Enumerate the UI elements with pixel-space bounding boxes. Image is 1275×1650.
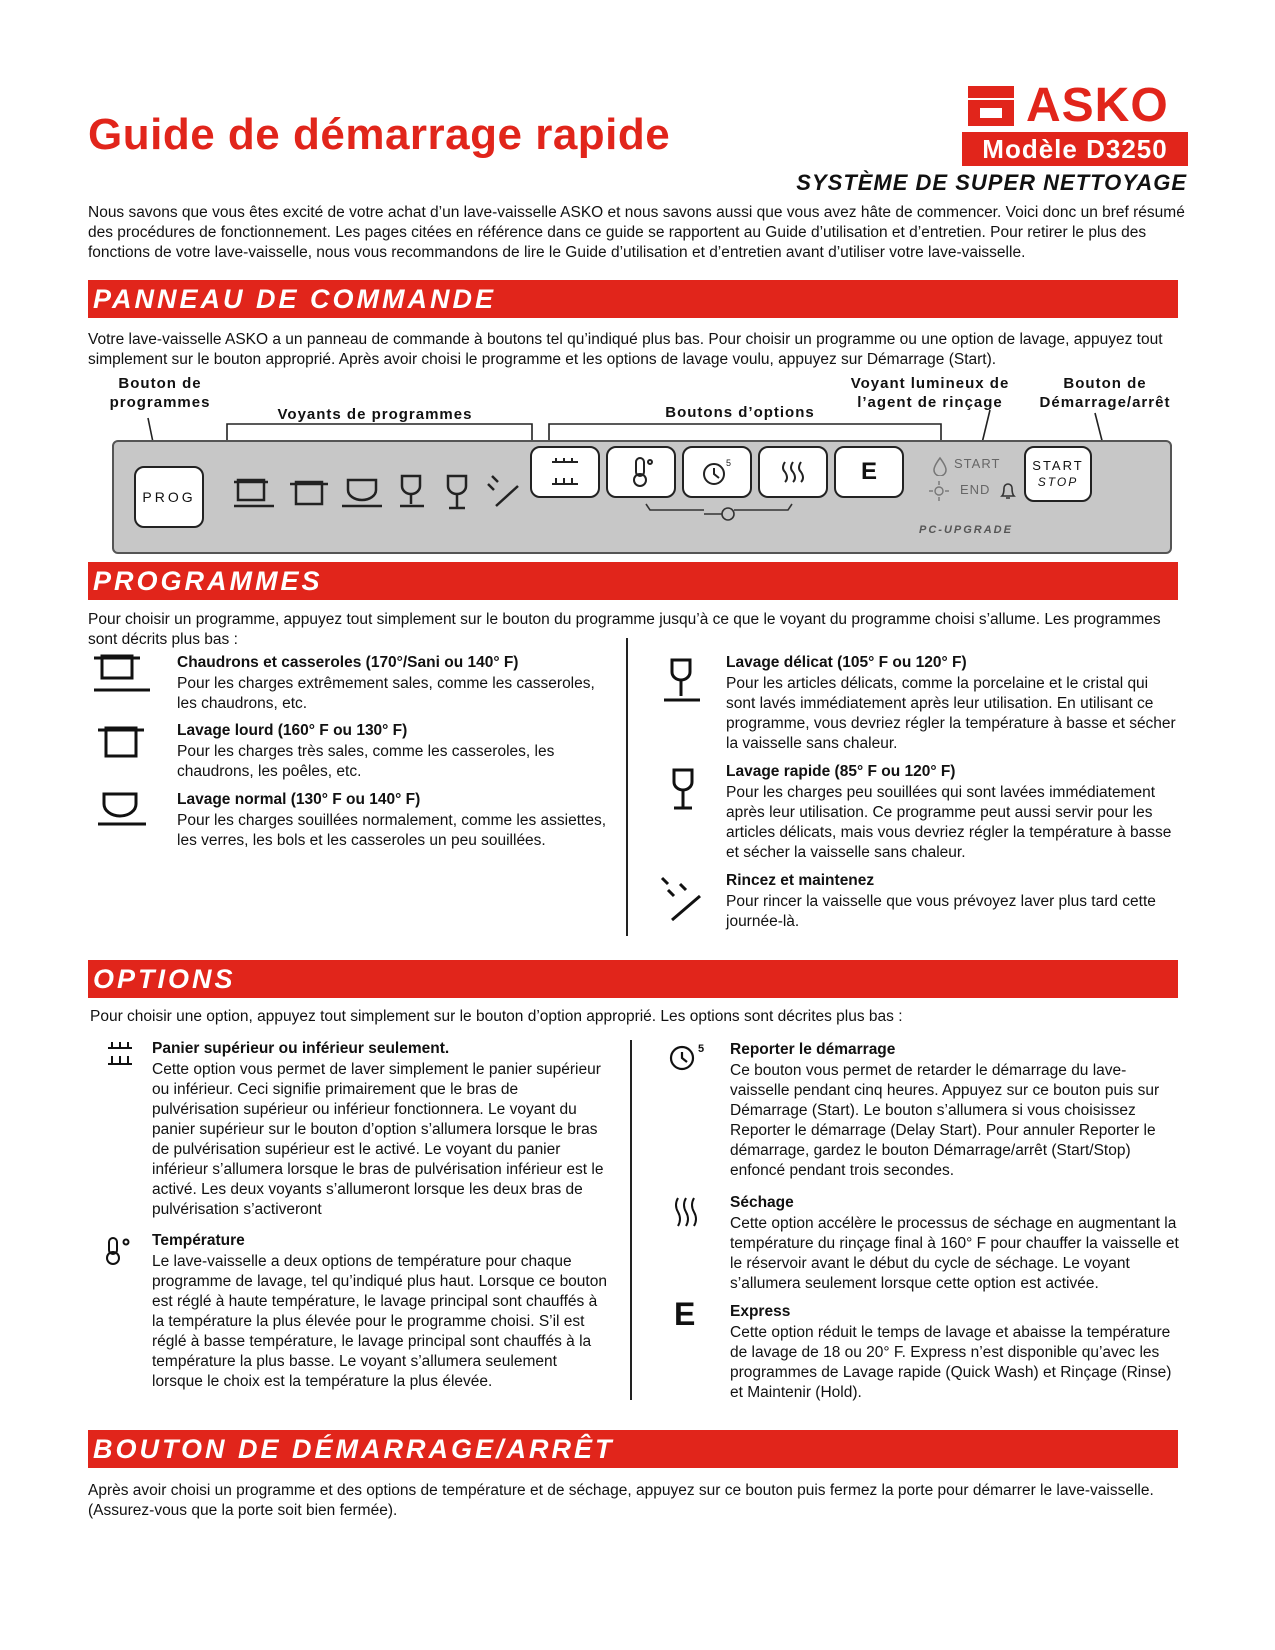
thermometer-icon bbox=[608, 448, 674, 496]
panel-quick-wash-icon bbox=[448, 476, 466, 508]
stop-label: STOP bbox=[1037, 475, 1079, 489]
end-star-icon bbox=[928, 480, 950, 502]
delay-option-button[interactable] bbox=[682, 446, 752, 498]
brand-name: ASKO bbox=[1026, 79, 1169, 132]
prog-button[interactable]: PROG bbox=[134, 466, 204, 528]
section-heading-start-stop: BOUTON DE DÉMARRAGE/ARRÊT bbox=[88, 1430, 1178, 1468]
start-label: START bbox=[1032, 458, 1084, 473]
program-title: Rincez et maintenez bbox=[726, 872, 875, 889]
start-indicator: START bbox=[954, 456, 1001, 471]
delay-clock-icon bbox=[684, 448, 750, 496]
panel-rinse-hold-icon bbox=[488, 476, 518, 506]
option-title: Panier supérieur ou inférieur seulement. bbox=[152, 1040, 450, 1057]
drying-option-button[interactable] bbox=[758, 446, 828, 498]
start-stop-text: Après avoir choisi un programme et des options de température et de séchage, appuyez sur ce bouton puis fermez la porte pour démarrer le lave-vaisselle. (Assurez-vous que la porte soit bien fermée). bbox=[88, 1482, 1154, 1519]
start-stop-button[interactable] bbox=[1024, 446, 1092, 502]
end-indicator: END bbox=[960, 482, 991, 497]
program-title: Chaudrons et casseroles (170°/Sani ou 140° F) bbox=[177, 654, 519, 671]
section-heading-programmes: PROGRAMMES bbox=[88, 562, 1178, 600]
quick-wash-icon bbox=[666, 766, 702, 814]
options-text: Pour choisir une option, appuyez tout simplement sur le bouton d’option approprié. Les options sont décrites plus bas : bbox=[90, 1008, 903, 1025]
page-title: Guide de démarrage rapide bbox=[88, 110, 671, 159]
program-title: Lavage lourd (160° F ou 130° F) bbox=[177, 722, 408, 739]
heavy-wash-icon bbox=[96, 722, 148, 764]
programmes-text: Pour choisir un programme, appuyez tout simplement sur le bouton du programme jusqu’à ce que le voyant du programme choisi s’allume. Les programmes sont décrits plus bas : bbox=[88, 611, 1161, 648]
express-icon: E bbox=[674, 1296, 696, 1332]
program-title: Lavage délicat (105° F ou 120° F) bbox=[726, 654, 967, 671]
program-text: Pour les charges souillées normalement, comme les assiettes, les verres, les bols et les casseroles un peu souillées. bbox=[177, 812, 607, 849]
rack-icon bbox=[106, 1040, 134, 1068]
option-text: Cette option vous permet de laver simplement le panier supérieur ou inférieur. Ceci signifie primairement que le bras de pulvérisation supérieur ou inférieur fonctionnera. Le voyant du panier supérieur sur le bouton d’option s’allumera lorsque le bras de pulvérisation supérieur est le activé. Le voyant du panier inférieur s’allumera lorsque le bras de pulvérisation inférieur est le activé. Les deux voyants s’allumeront lorsque les deux bras de pulvérisation s’activeront bbox=[152, 1061, 604, 1218]
option-title: Température bbox=[152, 1232, 245, 1249]
rack-option-button[interactable] bbox=[530, 446, 600, 498]
key-lock-icon bbox=[644, 500, 794, 524]
drying-icon bbox=[672, 1196, 700, 1228]
program-text: Pour les articles délicats, comme la porcelaine et le cristal qui sont lavés immédiatement après leur utilisation. En utilisant ce programme, vous devriez régler la température à basse et sécher la vaisselle sans chaleur. bbox=[726, 675, 1176, 752]
rack-icon bbox=[532, 448, 598, 496]
pc-upgrade-label: PC-UPGRADE bbox=[919, 524, 1013, 536]
bell-icon bbox=[998, 480, 1018, 502]
option-text: Cette option accélère le processus de séchage en augmentant la température du rinçage final à 160° F pour chauffer la vaisselle et le réservoir avant le début du cycle de séchage. Le voyant s’allumera seulement lorsque cette option est activée. bbox=[730, 1215, 1179, 1292]
label-rinse-light: Voyant lumineux de l’agent de rinçage bbox=[850, 375, 1010, 411]
svg-text:5: 5 bbox=[726, 458, 732, 468]
model-badge: Modèle D3250 bbox=[962, 132, 1188, 166]
panel-normal-wash-icon bbox=[342, 480, 382, 506]
option-text: Le lave-vaisselle a deux options de température pour chaque programme de lavage, tel qu’indiqué plus haut. Lorsque ce bouton est réglé à haute température, le lavage principal sont chauffés à la température la plus élevée pour le programme choisi. S’il est réglé à basse température, le lavage principal sont chauffés à la température la plus basse. Le voyant s’allumera seulement lorsque le choix est la température la plus élevée. bbox=[152, 1253, 607, 1390]
label-prog-button: Bouton de programmes bbox=[109, 375, 211, 411]
program-text: Pour rincer la vaisselle que vous prévoyez laver plus tard cette journée-là. bbox=[726, 893, 1156, 930]
temperature-option-button[interactable] bbox=[606, 446, 676, 498]
subtitle: SYSTÈME DE SUPER NETTOYAGE bbox=[796, 170, 1187, 195]
panel-heavy-wash-icon bbox=[290, 482, 328, 504]
intro-text: Nous savons que vous êtes excité de votre achat d’un lave-vaisselle ASKO et nous savons aussi que vous avez hâte de commencer. Voici donc un bref résumé des procédures de fonctionnement. Les pages citées en référence dans ce guide se rapportent au Guide d’utilisation et d’entretien. Pour retirer le plus des fonctions de votre lave-vaisselle, nous vous recommandons de lire le Guide d’utilisation et d’entretien avant d’utiliser votre lave-vaisselle. bbox=[88, 204, 1185, 261]
panel-delicate-wash-icon bbox=[400, 476, 424, 506]
option-title: Séchage bbox=[730, 1194, 794, 1211]
delicate-wash-icon bbox=[660, 656, 704, 708]
section-heading-panel: PANNEAU DE COMMANDE bbox=[88, 280, 1178, 318]
drying-icon bbox=[760, 448, 826, 496]
option-text: Cette option réduit le temps de lavage et abaisse la température de lavage de 18 ou 20° F. Express n’est disponible qu’avec les programmes de Lavage rapide (Quick Wash) et Rinçage (Rinse) et Maintenir (Hold). bbox=[730, 1324, 1172, 1401]
rinse-hold-icon bbox=[658, 874, 706, 926]
program-lights bbox=[234, 470, 534, 520]
option-title: Reporter le démarrage bbox=[730, 1041, 896, 1058]
programmes-divider bbox=[626, 638, 628, 936]
panel-pots-pans-icon bbox=[234, 480, 274, 506]
svg-text:5: 5 bbox=[698, 1043, 705, 1055]
express-option-button[interactable]: E bbox=[834, 446, 904, 498]
label-start-button: Bouton de Démarrage/arrêt bbox=[1039, 375, 1171, 411]
program-title: Lavage rapide (85° F ou 120° F) bbox=[726, 763, 956, 780]
delay-clock-icon bbox=[668, 1040, 708, 1074]
program-text: Pour les charges extrêmement sales, comme les casseroles, les chaudrons, etc. bbox=[177, 675, 595, 712]
option-text: Ce bouton vous permet de retarder le démarrage du lave-vaisselle pendant cinq heures. Appuyez sur ce bouton puis sur Démarrage (Start). Le bouton s’allumera si vous choisissez Reporter le démarrage (Delay Start). Pour annuler Reporter le démarrage, gardez le bouton Démarrage/arrêt (Start/Stop) enfoncé pendant trois secondes. bbox=[730, 1062, 1160, 1179]
label-option-buttons: Boutons d’options bbox=[665, 404, 815, 421]
thermometer-icon bbox=[102, 1236, 132, 1266]
options-divider bbox=[630, 1040, 632, 1400]
section-heading-options: OPTIONS bbox=[88, 960, 1178, 998]
normal-wash-icon bbox=[96, 790, 148, 830]
control-panel bbox=[112, 440, 1172, 554]
label-prog-lights: Voyants de programmes bbox=[277, 406, 473, 423]
program-text: Pour les charges très sales, comme les casseroles, les chaudrons, les poêles, etc. bbox=[177, 743, 555, 780]
program-text: Pour les charges peu souillées qui sont lavées immédiatement après leur utilisation. Ce programme peut aussi servir pour les articles délicats, mais vous devriez régler la température à basse et sécher la vaisselle sans chaleur. bbox=[726, 784, 1172, 861]
pots-pans-icon bbox=[92, 650, 152, 696]
panel-text: Votre lave-vaisselle ASKO a un panneau de commande à boutons tel qu’indiqué plus bas. Pour choisir un programme ou une option de lavage, appuyez tout simplement sur le bouton approprié. Après avoir choisi le programme et les options de lavage voulu, appuyez sur Démarrage (Start). bbox=[88, 331, 1163, 368]
option-title: Express bbox=[730, 1303, 791, 1320]
program-title: Lavage normal (130° F ou 140° F) bbox=[177, 791, 421, 808]
rinse-aid-icon bbox=[930, 456, 950, 476]
